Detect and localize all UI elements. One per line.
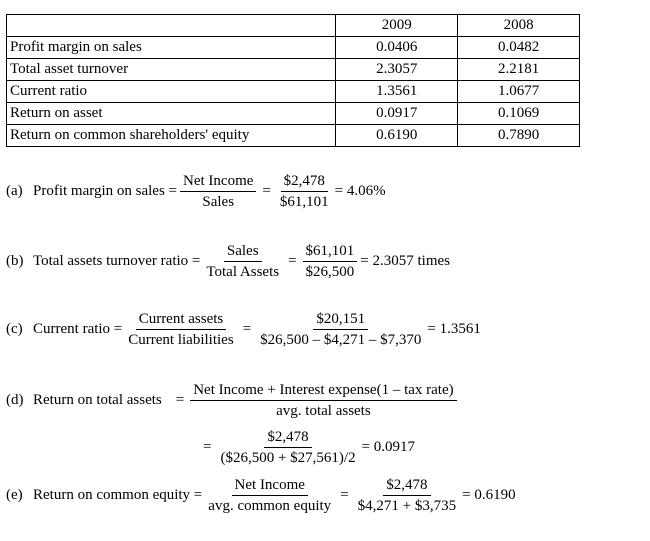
calc-d — [6, 381, 460, 420]
equals-sign: = — [262, 183, 271, 199]
row-label: Return on asset — [7, 103, 336, 125]
calc-tag: (a) — [6, 183, 23, 199]
fraction-formula — [203, 242, 282, 281]
calc-result: = 2.3057 times — [360, 253, 451, 269]
fraction-denominator: $26,500 – $4,271 – $7,370 — [260, 332, 422, 348]
calc-label: Return on total assets — [33, 392, 162, 408]
calc-tag: (b) — [6, 253, 24, 269]
header-cell-2009: 2009 — [336, 15, 458, 37]
fraction-numerator: $20,151 — [313, 310, 368, 330]
calc-b — [6, 242, 450, 281]
equals-sign: = — [203, 439, 212, 455]
row-value-2009: 1.3561 — [336, 81, 458, 103]
fraction-numerator: $2,478 — [383, 476, 430, 496]
row-label: Current ratio — [7, 81, 336, 103]
calc-e — [6, 476, 516, 515]
equals-sign: = — [288, 253, 297, 269]
calc-tag: (d) — [6, 392, 24, 408]
header-cell-2008: 2008 — [458, 15, 580, 37]
calc-result: = 1.3561 — [427, 321, 481, 337]
fraction-numerator: Net Income — [180, 172, 256, 192]
calc-label: Return on common equity = — [33, 487, 203, 503]
calc-tag: (e) — [6, 487, 23, 503]
calc-result: = 4.06% — [334, 183, 386, 199]
table-header-row — [7, 15, 580, 37]
fraction-values — [303, 242, 358, 281]
fraction-formula — [205, 476, 334, 515]
row-label: Total asset turnover — [7, 59, 336, 81]
row-label: Return on common shareholders' equity — [7, 125, 336, 147]
row-value-2008: 0.0482 — [458, 37, 580, 59]
fraction-values — [355, 476, 459, 515]
fraction-denominator: $61,101 — [279, 194, 329, 210]
row-value-2009: 0.6190 — [336, 125, 458, 147]
table-row — [7, 59, 580, 81]
fraction-formula — [190, 381, 456, 420]
row-value-2009: 0.0917 — [336, 103, 458, 125]
table-row — [7, 81, 580, 103]
row-label: Profit margin on sales — [7, 37, 336, 59]
fraction-formula — [180, 172, 256, 211]
table-row — [7, 125, 580, 147]
calc-tag: (c) — [6, 321, 23, 337]
fraction-denominator: avg. total assets — [276, 403, 371, 419]
header-cell-label — [7, 15, 336, 37]
fraction-denominator: avg. common equity — [208, 498, 332, 514]
calc-result: = 0.0917 — [361, 439, 416, 455]
fraction-denominator: $4,271 + $3,735 — [357, 498, 457, 514]
calc-c — [6, 310, 481, 349]
calc-label: Current ratio = — [33, 321, 123, 337]
row-value-2008: 0.7890 — [458, 125, 580, 147]
calc-d-values — [200, 428, 415, 467]
fraction-denominator: ($26,500 + $27,561)/2 — [220, 450, 356, 466]
fraction-denominator: Sales — [202, 194, 235, 210]
equals-sign: = — [242, 321, 252, 337]
fraction-values — [277, 172, 332, 211]
equals-sign: = — [340, 487, 349, 503]
calc-label: Profit margin on sales = — [33, 183, 178, 199]
fraction-values — [257, 310, 424, 349]
fraction-numerator: Current assets — [136, 310, 227, 330]
fraction-numerator: Net Income — [232, 476, 308, 496]
fraction-numerator: $2,478 — [264, 428, 311, 448]
fraction-numerator: $61,101 — [303, 242, 358, 262]
table-row — [7, 103, 580, 125]
equals-sign: = — [175, 392, 185, 408]
fraction-values — [217, 428, 358, 467]
row-value-2008: 0.1069 — [458, 103, 580, 125]
calc-label: Total assets turnover ratio = — [33, 253, 201, 269]
fraction-denominator: $26,500 — [305, 264, 355, 280]
calc-result: = 0.6190 — [462, 487, 516, 503]
table-row — [7, 37, 580, 59]
calc-a — [6, 172, 386, 211]
fraction-denominator: Total Assets — [206, 264, 280, 280]
fraction-numerator: Sales — [224, 242, 262, 262]
row-value-2008: 2.2181 — [458, 59, 580, 81]
fraction-numerator: Net Income + Interest expense(1 – tax rate) — [190, 381, 456, 401]
fraction-denominator: Current liabilities — [128, 332, 234, 348]
fraction-formula — [125, 310, 236, 349]
row-value-2008: 1.0677 — [458, 81, 580, 103]
fraction-numerator: $2,478 — [281, 172, 328, 192]
row-value-2009: 2.3057 — [336, 59, 458, 81]
ratio-table — [6, 14, 580, 147]
row-value-2009: 0.0406 — [336, 37, 458, 59]
